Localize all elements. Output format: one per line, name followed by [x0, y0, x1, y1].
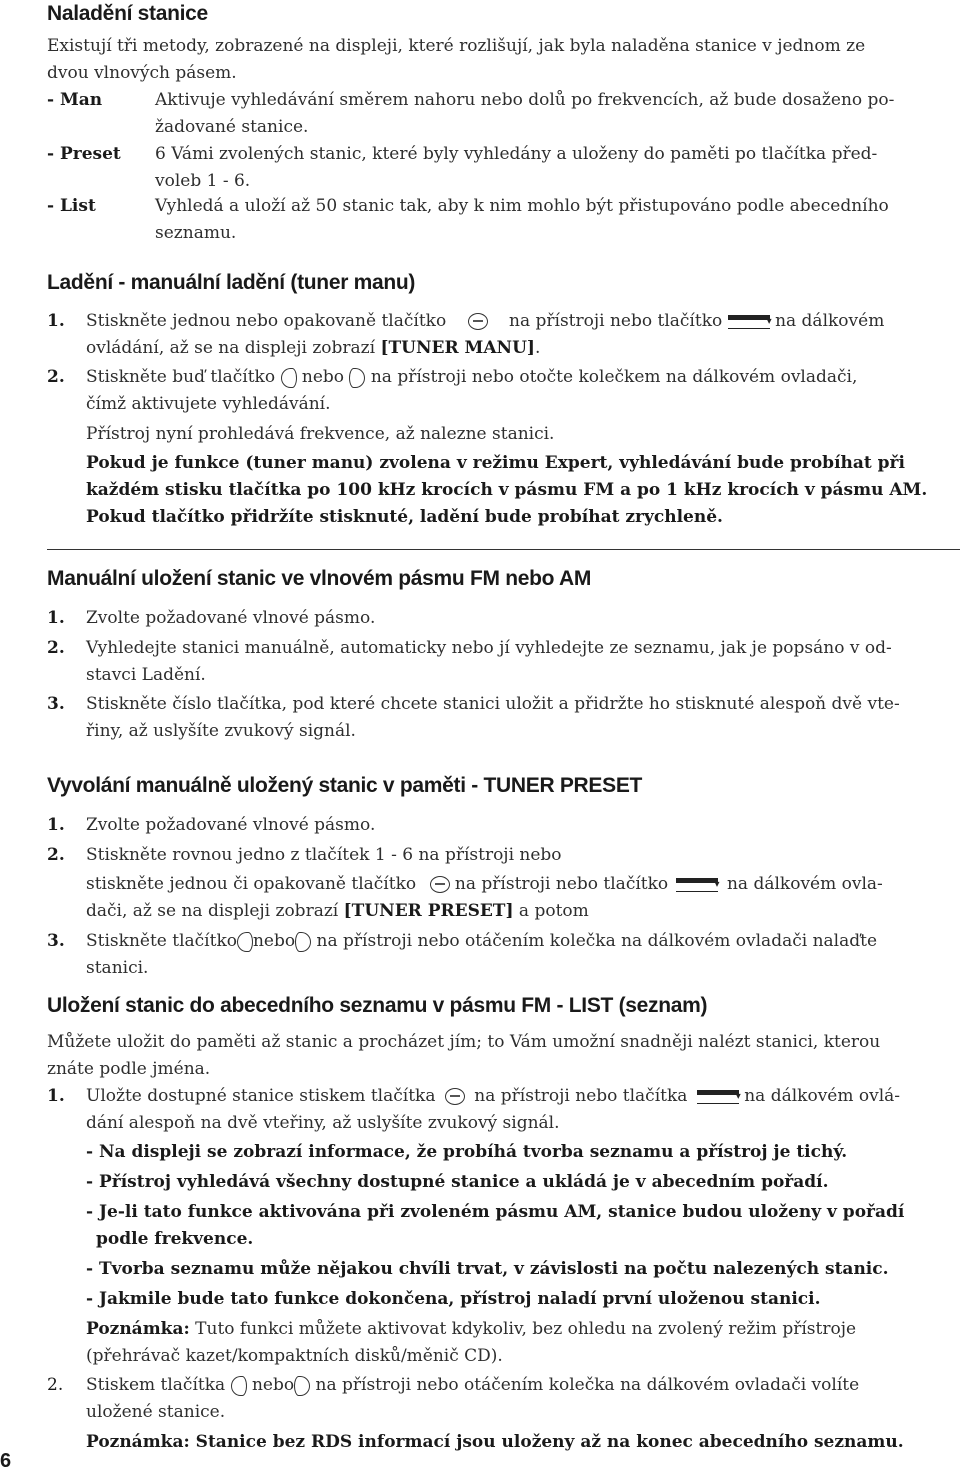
step-text: na dálkovém [775, 311, 885, 331]
section-title-preset-recall: Vyvolání manuálně uložený stanic v paměti - TUNER PRESET [47, 774, 643, 797]
step-line [86, 335, 540, 362]
definition-line: Aktivuje vyhledávání směrem nahoru nebo dolů po frekvencích, až bude dosaženo po- [155, 90, 895, 110]
seek-right-icon [295, 932, 311, 952]
display-text: [TUNER PRESET] [343, 901, 514, 921]
punctuation: . [534, 338, 541, 358]
definition-line: Vyhledá a uloží až 50 stanic tak, aby k nim mohlo být přistupováno podle abecedního [155, 196, 889, 216]
seek-left-icon [281, 368, 297, 388]
seek-left-icon [237, 932, 253, 952]
step-number: 1. [47, 311, 65, 331]
section-title-manual-store: Manuální uložení stanic ve vlnovém pásmu FM nebo AM [47, 567, 592, 590]
bullet-line: - Jakmile bude tato funkce dokončena, přístroj naladí první uloženou stanici. [86, 1289, 821, 1309]
step-line [86, 1372, 859, 1399]
tuner-button-icon [430, 876, 450, 893]
step-line [86, 898, 589, 925]
tuner-button-icon [445, 1088, 465, 1105]
bullet-line: - Je-li tato funkce aktivována při zvoleném pásmu AM, stanice budou uloženy v pořadí [86, 1202, 905, 1222]
step-number: 3. [47, 694, 65, 714]
bold-note-line: každém stisku tlačítka po 100 kHz krocích v pásmu FM a po 1 kHz krocích v pásmu AM. [86, 480, 928, 500]
step-number: 1. [47, 1086, 65, 1106]
step-text: a potom [518, 901, 589, 921]
step-text: dači, až se na displeji zobrazí [86, 901, 339, 921]
step-number: 2. [47, 1375, 64, 1395]
note-label: Poznámka: [86, 1319, 190, 1339]
note-line [86, 1316, 856, 1343]
paragraph-line: Existují tři metody, zobrazené na displeji, které rozlišují, jak byla naladěna stanice v jednom ze [47, 36, 866, 56]
step-line: čímž aktivujete vyhledávání. [86, 394, 331, 414]
note-text: Tuto funkci můžete aktivovat kdykoliv, bez ohledu na zvolený režim přístroje [195, 1319, 857, 1339]
tuner-button-icon [468, 313, 488, 330]
section-title-manual-tuning: Ladění - manuální ladění (tuner manu) [47, 271, 416, 294]
step-line: Vyhledejte stanici manuálně, automaticky nebo jí vyhledejte ze seznamu, jak je popsáno v od- [86, 638, 892, 658]
step-line: Stiskněte rovnou jedno z tlačítek 1 - 6 na přístroji nebo [86, 845, 562, 865]
bullet-line: podle frekvence. [96, 1229, 254, 1249]
step-line: dání alespoň na dvě vteřiny, až uslyšíte zvukový signál. [86, 1113, 560, 1133]
step-number: 2. [47, 845, 65, 865]
bullet-line: - Přístroj vyhledává všechny dostupné stanice a ukládá je v abecedním pořadí. [86, 1172, 829, 1192]
step-text: Uložte dostupné stanice stiskem tlačítka [86, 1086, 436, 1106]
step-text: na dálkovém ovla- [726, 874, 883, 894]
step-line: řiny, až uslyšíte zvukový signál. [86, 721, 356, 741]
step-line: uložené stanice. [86, 1402, 226, 1422]
term-preset: - Preset [47, 144, 121, 164]
bold-note-line: Poznámka: Stanice bez RDS informací jsou uloženy až na konec abecedního seznamu. [86, 1432, 904, 1452]
section-title-list-store: Uložení stanic do abecedního seznamu v pásmu FM - LIST (seznam) [47, 994, 708, 1017]
paragraph-line: znáte podle jména. [47, 1059, 211, 1079]
page-number: 6 [0, 1450, 12, 1472]
step-line: stanici. [86, 958, 149, 978]
step-line [86, 308, 884, 335]
bullet-line: - Na displeji se zobrazí informace, že probíhá tvorba seznamu a přístroj je tichý. [86, 1142, 848, 1162]
step-text: Stiskem tlačítka [86, 1375, 226, 1395]
term-man: - Man [47, 90, 103, 110]
step-text: na dálkovém ovlá- [744, 1086, 901, 1106]
step-number: 1. [47, 608, 65, 628]
step-line [86, 928, 877, 955]
step-text: Stiskněte buď tlačítko [86, 367, 276, 387]
bold-note-line: Pokud tlačítko přidržíte stisknuté, ladění bude probíhat zrychleně. [86, 507, 723, 527]
step-line: Přístroj nyní prohledává frekvence, až nalezne stanici. [86, 424, 555, 444]
step-number: 2. [47, 638, 65, 658]
step-text: Stiskněte jednou nebo opakovaně tlačítko [86, 311, 447, 331]
step-text: nebo [301, 367, 345, 387]
step-text: stiskněte jednou či opakovaně tlačítko [86, 874, 417, 894]
step-line: Stiskněte číslo tlačítka, pod které chcete stanici uložit a přidržte ho stisknuté alespoň dvě vte- [86, 694, 900, 714]
definition-line: seznamu. [155, 223, 237, 243]
paragraph-line: Můžete uložit do paměti až stanic a procházet jím; to Vám umožní snadněji nalézt stanici, kterou [47, 1032, 881, 1052]
step-text: na přístroji nebo tlačítko [509, 311, 723, 331]
remote-button-icon [676, 878, 718, 892]
step-line: Zvolte požadované vlnové pásmo. [86, 608, 376, 628]
display-text: [TUNER MANU] [380, 338, 535, 358]
step-line: stavci Ladění. [86, 665, 206, 685]
bold-note-line: Pokud je funkce (tuner manu) zvolena v režimu Expert, vyhledávání bude probíhat při [86, 453, 905, 473]
step-text: nebo [252, 931, 296, 951]
step-text: na přístroji nebo otáčením kolečka na dálkovém ovladači nalaďte [316, 931, 877, 951]
step-line: Zvolte požadované vlnové pásmo. [86, 815, 376, 835]
definition-line: voleb 1 - 6. [155, 171, 251, 191]
step-text: na přístroji nebo otáčením kolečka na dálkovém ovladači volíte [315, 1375, 860, 1395]
definition-line: žadované stanice. [155, 117, 309, 137]
step-line [86, 364, 857, 391]
step-text: Stiskněte tlačítko [86, 931, 237, 951]
step-number: 2. [47, 367, 65, 387]
remote-button-icon [728, 315, 770, 329]
step-text: na přístroji nebo tlačítka [474, 1086, 688, 1106]
step-text: ovládání, až se na displeji zobrazí [86, 338, 376, 358]
step-line [86, 1083, 900, 1110]
step-line [86, 871, 883, 898]
seek-right-icon [294, 1376, 310, 1396]
step-number: 3. [47, 931, 65, 951]
term-list: - List [47, 196, 96, 216]
section-title-tuning: Naladění stanice [47, 2, 208, 25]
step-number: 1. [47, 815, 65, 835]
definition-line: 6 Vámi zvolených stanic, které byly vyhledány a uloženy do paměti po tlačítka před- [155, 144, 878, 164]
bullet-line: - Tvorba seznamu může nějakou chvíli trvat, v závislosti na počtu nalezených stanic. [86, 1259, 889, 1279]
step-text: na přístroji nebo otočte kolečkem na dálkovém ovladači, [370, 367, 858, 387]
seek-left-icon [231, 1376, 247, 1396]
step-text: nebo [251, 1375, 295, 1395]
seek-right-icon [349, 368, 365, 388]
note-line: (přehrávač kazet/kompaktních disků/měnič CD). [86, 1346, 503, 1366]
step-text: na přístroji nebo tlačítko [454, 874, 669, 894]
paragraph-line: dvou vlnových pásem. [47, 63, 237, 83]
divider [47, 549, 960, 550]
remote-button-icon [697, 1090, 739, 1104]
